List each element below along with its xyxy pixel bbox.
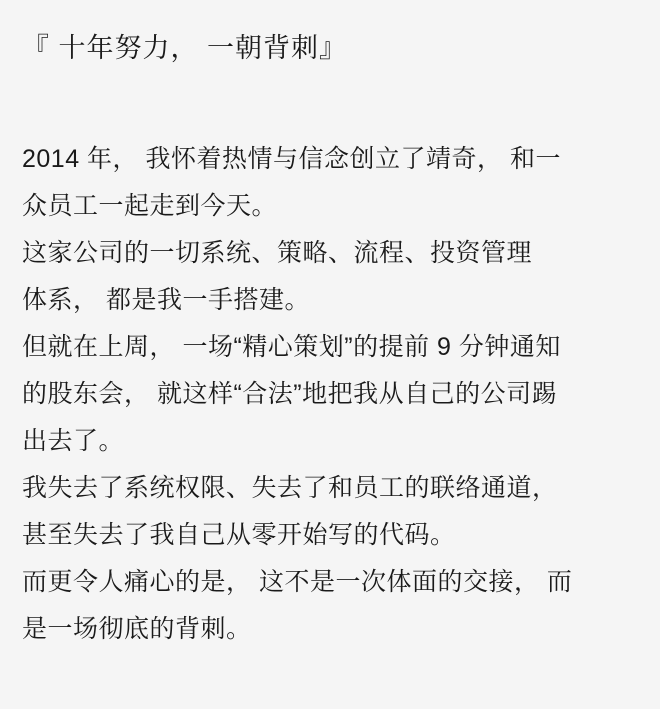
text-line: 我失去了系统权限、失去了和员工的联络通道， [22,474,558,502]
paragraph [22,465,638,559]
text-line: 的股东会， 就这样“合法”地把我从自己的公司踢 [22,380,558,408]
document-body [22,136,638,653]
text-line: 而更令人痛心的是， 这不是一次体面的交接， 而 [22,568,573,596]
paragraph [22,136,638,230]
text-line: 甚至失去了我自己从零开始写的代码。 [22,521,456,549]
text-line: 体系， 都是我一手搭建。 [22,286,310,314]
page-title: 『 十年努力， 一朝背刺』 [22,33,348,63]
text-line: 出去了。 [22,427,125,455]
title-body-spacer [22,70,638,136]
paragraph [22,324,638,465]
text-line: 2014 年， 我怀着热情与信念创立了靖奇， 和一 [22,145,561,173]
text-line: 这家公司的一切系统、策略、流程、投资管理 [22,239,533,267]
text-line: 是一场彻底的背刺。 [22,615,252,643]
text-line: 众员工一起走到今天。 [22,192,278,220]
paragraph [22,559,638,653]
text-line: 但就在上周， 一场“精心策划”的提前 9 分钟通知 [22,333,561,361]
paragraph [22,230,638,324]
